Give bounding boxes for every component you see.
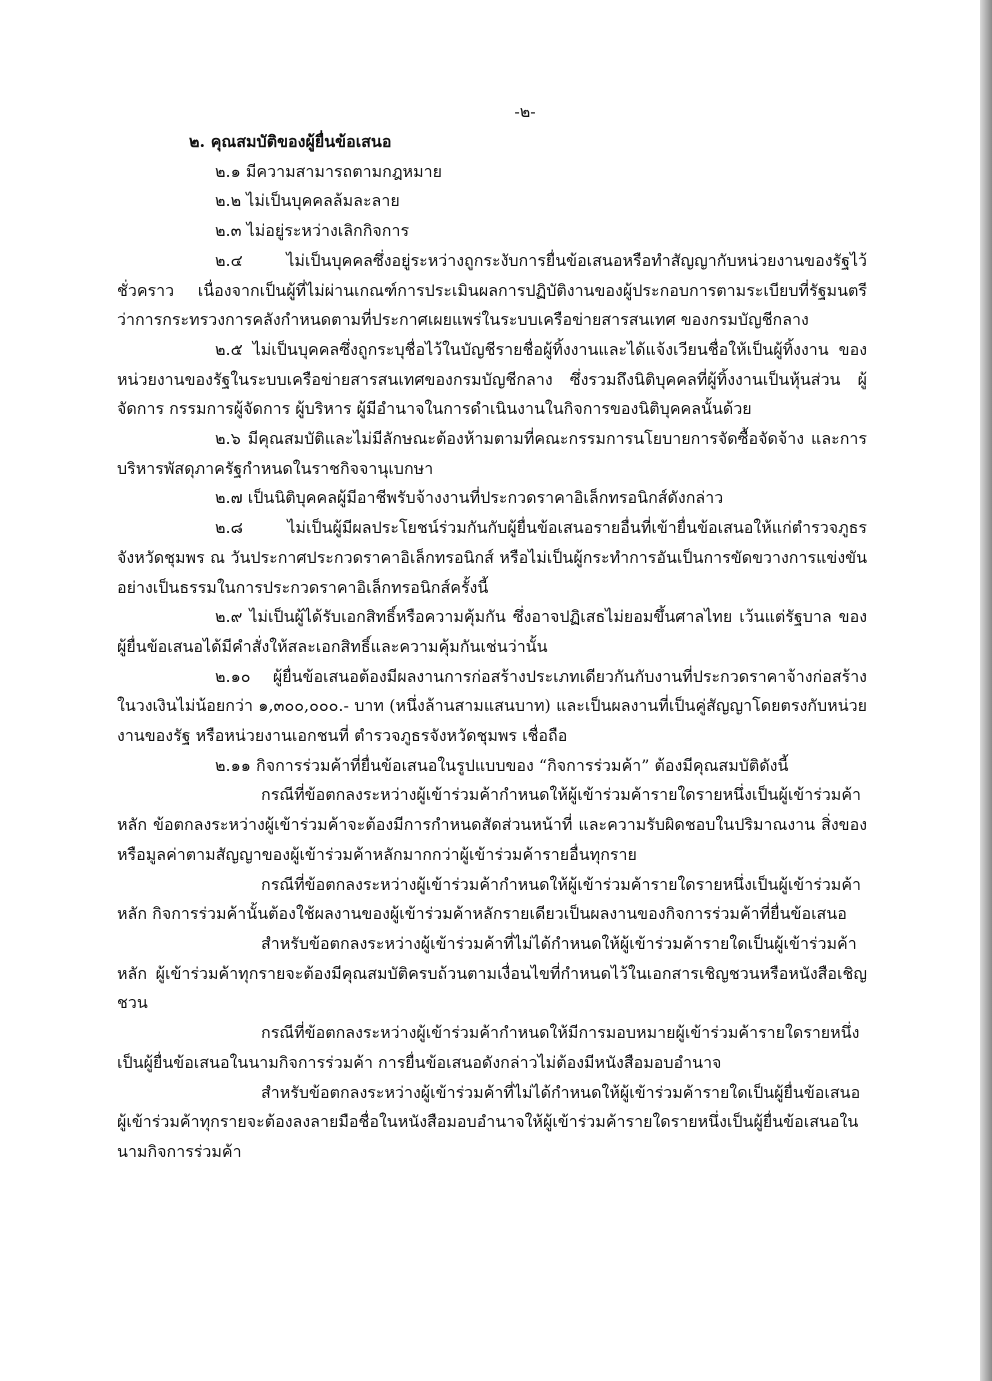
item-2-9: ๒.๙ ไม่เป็นผู้ได้รับเอกสิทธิ์หรือความคุ้มกัน ซึ่งอาจปฏิเสธไม่ยอมขึ้นศาลไทย เว้นแต่รัฐบาล ของผู้ยื่นข้อเสนอได้มีคำสั่งให้สละเอกสิทธิ์และความคุ้มกันเช่นว่านั้น [117,607,867,656]
section-heading: ๒. คุณสมบัติของผู้ยื่นข้อเสนอ [189,132,392,151]
page-edge-shadow [980,0,992,1381]
item-2-5: ๒.๕ ไม่เป็นบุคคลซึ่งถูกระบุชื่อไว้ในบัญชีรายชื่อผู้ทิ้งงานและได้แจ้งเวียนชื่อให้เป็นผู้ทิ้งงาน ของหน่วยงานของรัฐในระบบเครือข่ายสารสนเทศของกรมบัญชีกลาง ซึ่งรวมถึงนิติบุคคลที่ผู้ทิ้งงานเป็นหุ้นส่วน ผู้จัดการ กรรมการผู้จัดการ ผู้บริหาร ผู้มีอำนาจในการดำเนินงานในกิจการของนิติบุคคลนั้นด้วย [117,339,867,419]
joint-venture-paragraph-1: กรณีที่ข้อตกลงระหว่างผู้เข้าร่วมค้ากำหนดให้ผู้เข้าร่วมค้ารายใดรายหนึ่งเป็นผู้เข้าร่วมค้าหลัก ข้อตกลงระหว่างผู้เข้าร่วมค้าจะต้องมีการกำหนดสัดส่วนหน้าที่ และความรับผิดชอบในปริมาณงาน สิ่งของ หรือมูลค่าตามสัญญาของผู้เข้าร่วมค้าหลักมากกว่าผู้เข้าร่วมค้ารายอื่นทุกราย [117,785,867,864]
joint-venture-paragraph-4: กรณีที่ข้อตกลงระหว่างผู้เข้าร่วมค้ากำหนดให้มีการมอบหมายผู้เข้าร่วมค้ารายใดรายหนึ่งเป็นผู้ยื่นข้อเสนอในนามกิจการร่วมค้า การยื่นข้อเสนอดังกล่าวไม่ต้องมีหนังสือมอบอำนาจ [117,1023,860,1072]
item-2-2: ๒.๒ ไม่เป็นบุคคลล้มละลาย [215,191,400,211]
joint-venture-paragraph-2: กรณีที่ข้อตกลงระหว่างผู้เข้าร่วมค้ากำหนดให้ผู้เข้าร่วมค้ารายใดรายหนึ่งเป็นผู้เข้าร่วมค้าหลัก กิจการร่วมค้านั้นต้องใช้ผลงานของผู้เข้าร่วมค้าหลักรายเดียวเป็นผลงานของกิจการร่วมค้าที่ยื่นข้อเสนอ [117,874,862,924]
item-2-6: ๒.๖ มีคุณสมบัติและไม่มีลักษณะต้องห้ามตามที่คณะกรรมการนโยบายการจัดซื้อจัดจ้าง และการบริหารพัสดุภาครัฐกำหนดในราชกิจจานุเบกษา [117,429,867,478]
item-2-8: ๒.๘ ไม่เป็นผู้มีผลประโยชน์ร่วมกันกับผู้ยื่นข้อเสนอรายอื่นที่เข้ายื่นข้อเสนอให้แก่ตำรวจภูธรจังหวัดชุมพร ณ วันประกาศประกวดราคาอิเล็กทรอนิกส์ หรือไม่เป็นผู้กระทำการอันเป็นการขัดขวางการแข่งขันอย่างเป็นธรรมในการประกวดราคาอิเล็กทรอนิกส์ครั้งนี้ [117,518,867,597]
item-2-10: ๒.๑๐ ผู้ยื่นข้อเสนอต้องมีผลงานการก่อสร้างประเภทเดียวกันกับงานที่ประกวดราคาจ้างก่อสร้าง ในวงเงินไม่น้อยกว่า ๑,๓๐๐,๐๐๐.- บาท (หนึ่งล้านสามแสนบาท) และเป็นผลงานที่เป็นคู่สัญญาโดยตรงกับหน่วยงานของรัฐ หรือหน่วยงานเอกชนที่ ตำรวจภูธรจังหวัดชุมพร เชื่อถือ [117,666,867,746]
document-body [117,127,867,1167]
item-2-11: ๒.๑๑ กิจการร่วมค้าที่ยื่นข้อเสนอในรูปแบบของ “กิจการร่วมค้า” ต้องมีคุณสมบัติดังนี้ [215,755,789,775]
joint-venture-paragraph-5: สำหรับข้อตกลงระหว่างผู้เข้าร่วมค้าที่ไม่ได้กำหนดให้ผู้เข้าร่วมค้ารายใดเป็นผู้ยื่นข้อเสนอ ผู้เข้าร่วมค้าทุกรายจะต้องลงลายมือชื่อในหนังสือมอบอำนาจให้ผู้เข้าร่วมค้ารายใดรายหนึ่งเป็นผู้ยื่นข้อเสนอในนามกิจการร่วมค้า [117,1082,861,1161]
item-2-3: ๒.๓ ไม่อยู่ระหว่างเลิกกิจการ [215,221,410,241]
page-number: -๒- [514,102,536,121]
joint-venture-paragraph-3: สำหรับข้อตกลงระหว่างผู้เข้าร่วมค้าที่ไม่ได้กำหนดให้ผู้เข้าร่วมค้ารายใดเป็นผู้เข้าร่วมค้าหลัก ผู้เข้าร่วมค้าทุกรายจะต้องมีคุณสมบัติครบถ้วนตามเงื่อนไขที่กำหนดไว้ในเอกสารเชิญชวนหรือหนังสือเชิญชวน [117,933,867,1013]
item-2-4: ๒.๔ ไม่เป็นบุคคลซึ่งอยู่ระหว่างถูกระงับการยื่นข้อเสนอหรือทำสัญญากับหน่วยงานของรัฐไว้ชั่วคราว เนื่องจากเป็นผู้ที่ไม่ผ่านเกณฑ์การประเมินผลการปฏิบัติงานของผู้ประกอบการตามระเบียบที่รัฐมนตรีว่าการกระทรวงการคลังกำหนดตามที่ประกาศเผยแพร่ในระบบเครือข่ายสารสนเทศ ของกรมบัญชีกลาง [117,250,867,330]
item-2-7: ๒.๗ เป็นนิติบุคคลผู้มีอาชีพรับจ้างงานที่ประกวดราคาอิเล็กทรอนิกส์ดังกล่าว [215,488,724,508]
item-2-1: ๒.๑ มีความสามารถตามกฎหมาย [215,161,443,181]
